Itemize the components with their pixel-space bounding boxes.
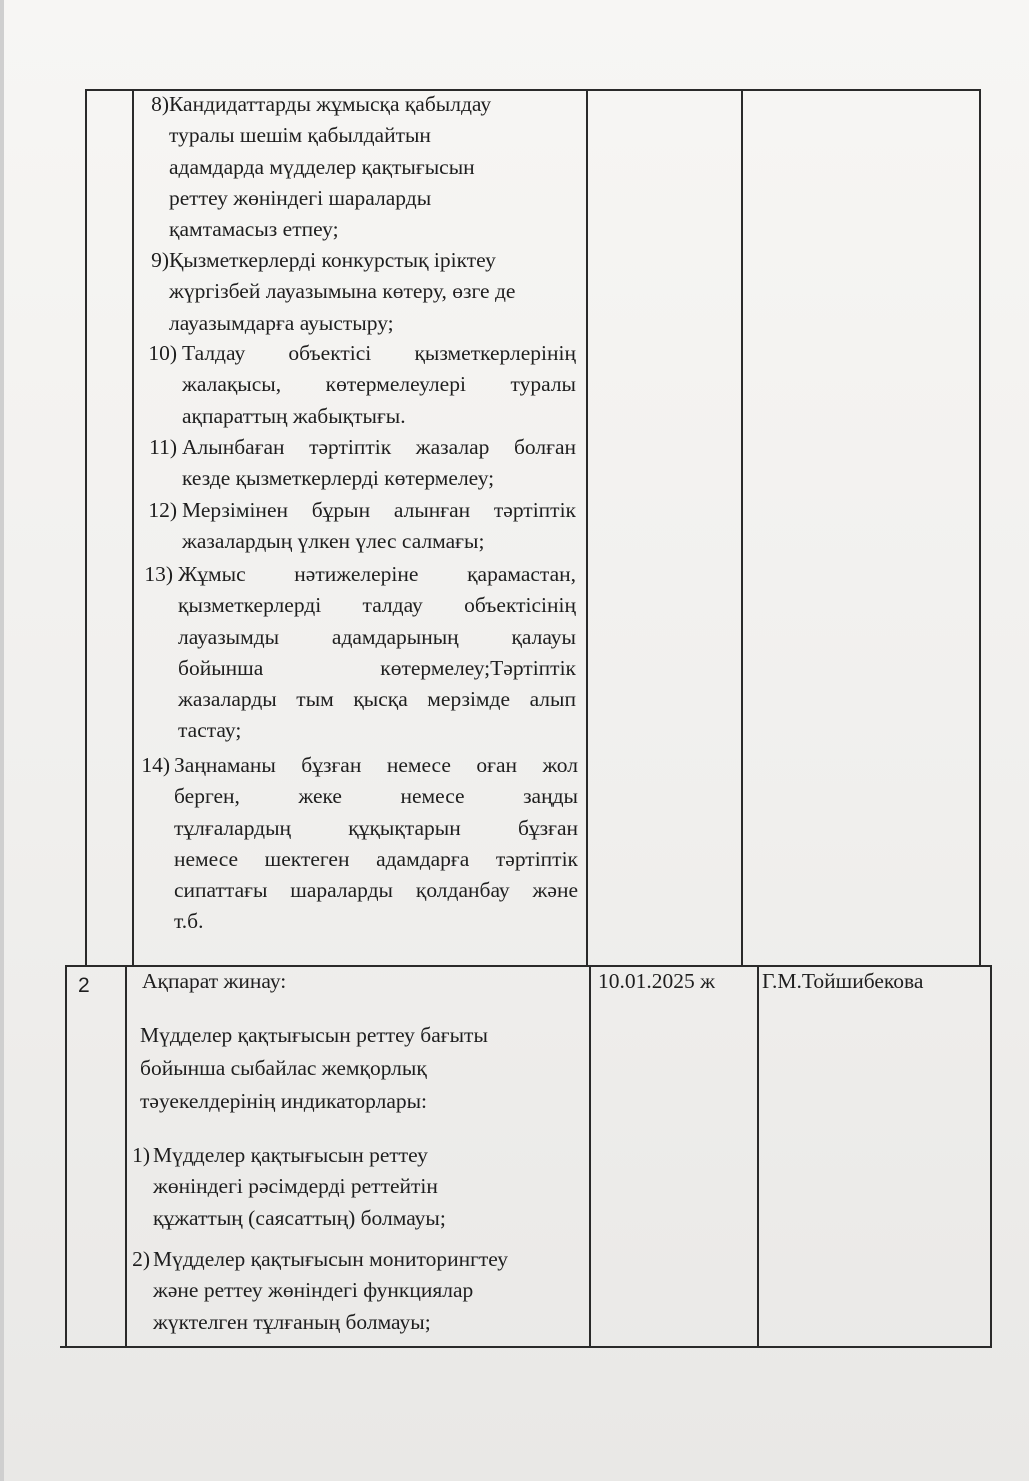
list-item: 2) Мүдделер қақтығысын мониторингтеу және реттеу жөніндегі функциялар жүктелген тұлғаның болмауы; [132, 1247, 509, 1334]
list-item: 14) Заңнаманы бұзған немесе оған жол берген, жеке немесе заңды тұлғалардың құқықтарын бұзған немесе шектеген адамдарға тәртіптік сипаттағы шараларды қолданбау және т.б. [141, 753, 578, 934]
responsible-cell: Г.М.Тойшибекова [762, 969, 924, 993]
list-item: 8) Кандидаттарды жұмысқа қабылдау туралы шешім қабылдайтын адамдарда мүдделер қақтығысын реттеу жөніндегі шараларды қамтамасыз етпеу; [151, 92, 492, 242]
row-number: 2 [78, 974, 90, 997]
list-item: 12) Мерзімінен бұрын алынған тәртіптік жазалардың үлкен үлес салмағы; [148, 498, 576, 554]
list-item: 1) Мүдделер қақтығысын реттеу жөніндегі рәсімдерді реттейтін құжаттың (саясаттың) болмауы; [132, 1143, 446, 1230]
row2-heading: Ақпарат жинау: [142, 969, 287, 993]
date-cell: 10.01.2025 ж [598, 969, 715, 993]
list-item: 11) Алынбаған тәртіптік жазалар болған кезде қызметкерлерді көтермелеу; [149, 435, 576, 491]
list-item: 9) Қызметкерлерді конкурстық іріктеу жүргізбей лауазымына көтеру, өзге де лауазымдарға ауыстыру; [151, 248, 516, 335]
row2-intro: Мүдделер қақтығысын реттеу бағыты бойынша сыбайлас жемқорлық тәуекелдерінің индикаторлары: [140, 1023, 488, 1113]
page-edge [0, 0, 4, 1481]
list-item: 13) Жұмыс нәтижелеріне қарамастан, қызметкерлерді талдау объектісінің лауазымды адамдарының қалауы бойынша көтермелеу;Тәртіптік жазаларды тым қысқа мерзімде алып тастау; [144, 562, 576, 743]
list-item: 10) Талдау объектісі қызметкерлерінің жалақысы, көтермелеулері туралы ақпараттың жабықтығы. [148, 341, 576, 428]
